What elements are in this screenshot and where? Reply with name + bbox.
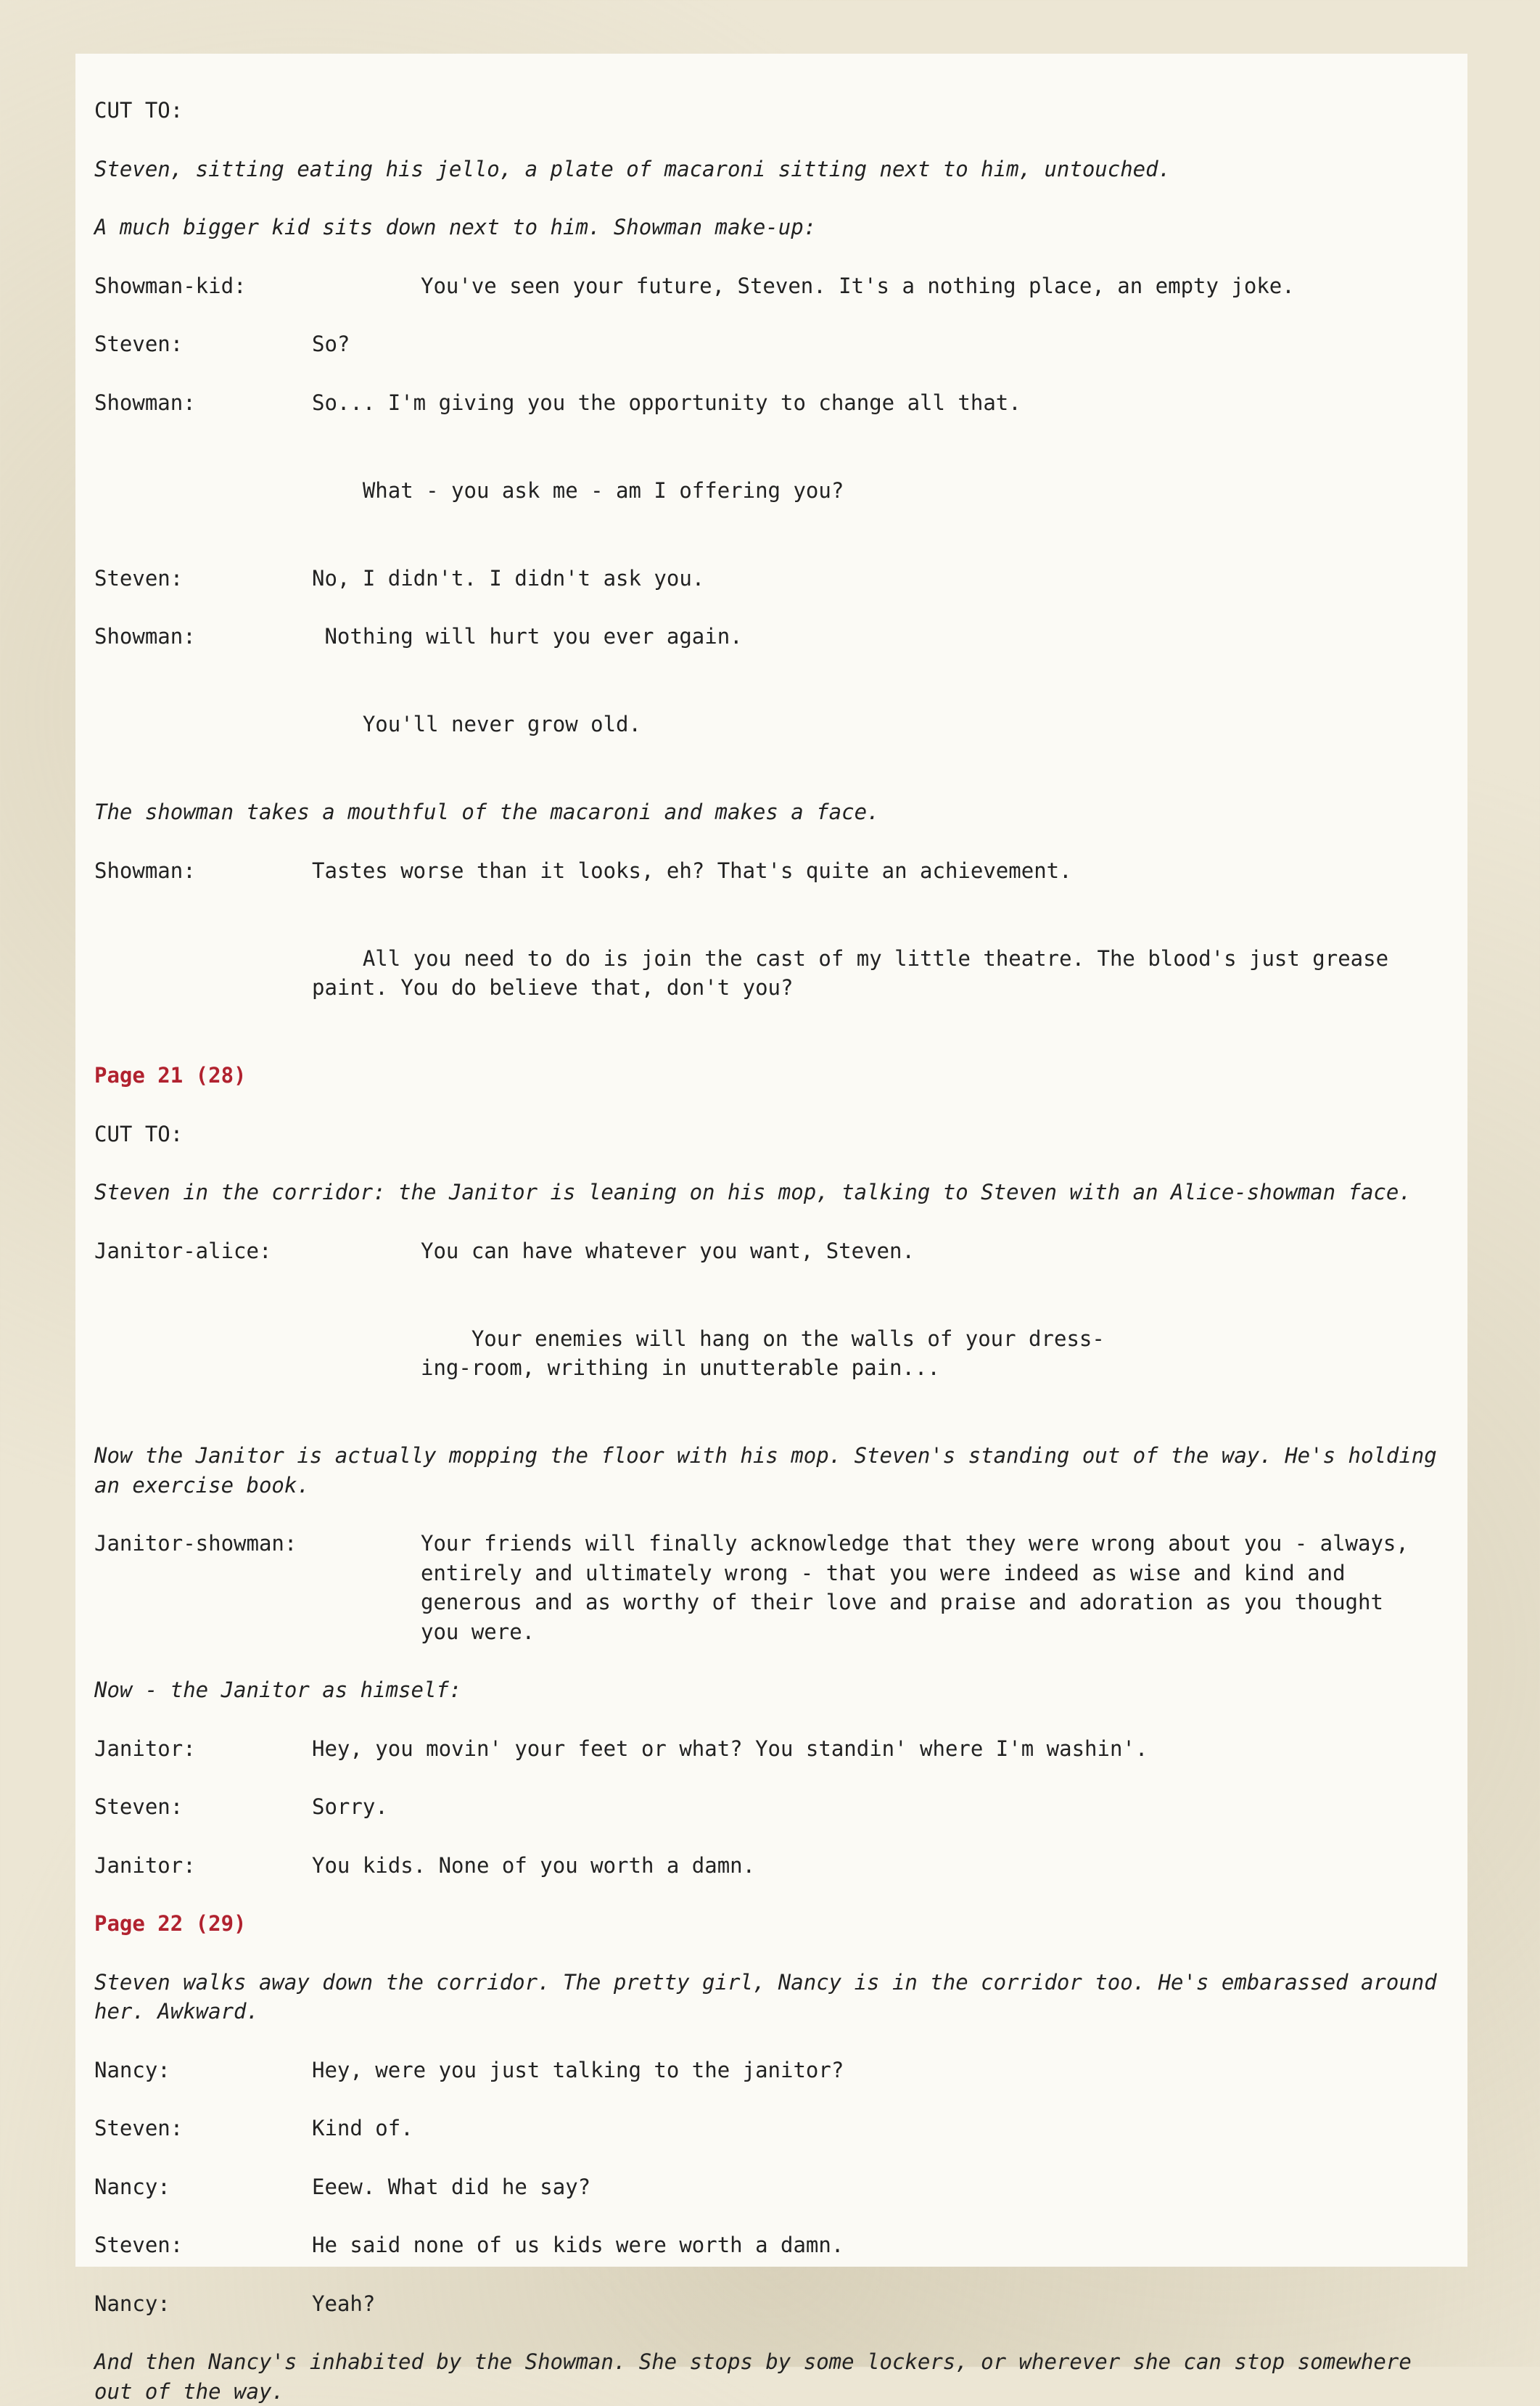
stage-direction: Steven walks away down the corridor. The pretty girl, Nancy is in the corridor too. He's embarassed around her. Awkward. [94, 1969, 1450, 2024]
dialogue-row [94, 2230, 1467, 2260]
stage-direction: Steven, sitting eating his jello, a plate of macaroni sitting next to him, untouched. [94, 156, 1172, 181]
speaker-name: Steven: [94, 332, 184, 356]
dialogue-line: You've seen your future, Steven. It's a nothing place, an empty joke. [421, 273, 1295, 298]
dialogue-row [94, 1792, 1467, 1822]
dialogue-line: You'll never grow old. [362, 712, 641, 736]
dialogue-row [94, 2114, 1467, 2143]
speaker-name: Janitor-alice: [94, 1238, 272, 1263]
dialogue-line: All you need to do is join the cast of my little theatre. The blood's just grease paint. You do believe that, don't you? [312, 945, 1401, 1000]
dialogue-row [94, 1734, 1467, 1764]
dialogue-row [94, 856, 1467, 886]
dialogue-line: He said none of us kids were worth a damn. [312, 2233, 844, 2257]
speaker-name: Nancy: [94, 2057, 170, 2082]
dialogue-line: Tastes worse than it looks, eh? That's quite an achievement. [312, 858, 1072, 883]
dialogue-row [94, 564, 1467, 594]
speaker-name: Janitor: [94, 1852, 196, 1878]
dialogue-line: Kind of. [312, 2116, 413, 2140]
stage-direction: The showman takes a mouthful of the macaroni and makes a face. [94, 800, 880, 824]
speaker-name: Showman-kid: [94, 273, 247, 298]
stage-direction: Now the Janitor is actually mopping the floor with his mop. Steven's standing out of the way. He's holding an exercise book. [94, 1443, 1450, 1498]
dialogue-row [94, 2056, 1467, 2085]
script-page [75, 54, 1467, 2404]
speaker-name: Showman: [94, 624, 196, 649]
dialogue-line: Your friends will finally acknowledge that they were wrong about you - always, entirely and ultimately wrong - that you were indeed as wise and kind and generous and as worthy of their love and praise and adoration as you thought you were. [421, 1531, 1422, 1644]
dialogue-line: Nothing will hurt you ever again. [312, 624, 743, 649]
dialogue-line: No, I didn't. I didn't ask you. [312, 565, 705, 591]
transition-cut-to: CUT TO: [94, 1121, 184, 1146]
dialogue-line: Your enemies will hang on the walls of your dress- ing-room, writhing in unutterable pain... [421, 1326, 1105, 1380]
dialogue-row [94, 1529, 1467, 1646]
stage-direction: Now - the Janitor as himself: [94, 1678, 462, 1702]
dialogue-row [94, 1851, 1467, 1881]
stage-direction: And then Nancy's inhabited by the Showman. She stops by some lockers, or wherever she can stop somewhere out of the way. [94, 2349, 1425, 2404]
speaker-name: Steven: [94, 565, 184, 591]
stage-direction: A much bigger kid sits down next to him. Showman make-up: [94, 215, 817, 239]
speaker-name: Showman: [94, 390, 196, 415]
speaker-name: Nancy: [94, 2291, 170, 2316]
dialogue-line: Hey, were you just talking to the janitor? [312, 2057, 844, 2082]
dialogue-line: You kids. None of you worth a damn. [312, 1852, 756, 1878]
dialogue-row [94, 2172, 1467, 2202]
dialogue-row [94, 271, 1467, 301]
page-header: Page 21 (28) [94, 1063, 247, 1088]
stage-direction: Steven in the corridor: the Janitor is leaning on his mop, talking to Steven with an Alice-showman face. [94, 1180, 1412, 1204]
dialogue-row [94, 1236, 1467, 1266]
dialogue-continuation [94, 1294, 1467, 1412]
dialogue-line: You can have whatever you want, Steven. [421, 1238, 915, 1263]
dialogue-line: What - you ask me - am I offering you? [362, 477, 844, 503]
transition-cut-to: CUT TO: [94, 98, 184, 123]
dialogue-continuation [94, 681, 1467, 769]
dialogue-line: So... I'm giving you the opportunity to change all that. [312, 390, 1021, 415]
speaker-name: Steven: [94, 1794, 184, 1819]
dialogue-continuation [94, 446, 1467, 535]
speaker-name: Showman: [94, 858, 196, 883]
dialogue-line: Yeah? [312, 2291, 376, 2316]
speaker-name: Janitor-showman: [94, 1531, 297, 1556]
speaker-name: Nancy: [94, 2174, 170, 2199]
dialogue-line: Sorry. [312, 1794, 388, 1819]
dialogue-row [94, 622, 1467, 652]
page-header: Page 22 (29) [94, 1911, 247, 1936]
dialogue-continuation [94, 914, 1467, 1032]
speaker-name: Steven: [94, 2116, 184, 2140]
dialogue-row [94, 388, 1467, 418]
dialogue-line: Eeew. What did he say? [312, 2174, 591, 2199]
dialogue-line: Hey, you movin' your feet or what? You standin' where I'm washin'. [312, 1736, 1148, 1761]
speaker-name: Janitor: [94, 1736, 196, 1761]
speaker-name: Steven: [94, 2233, 184, 2257]
dialogue-line: So? [312, 332, 350, 356]
dialogue-row [94, 2289, 1467, 2319]
dialogue-row [94, 329, 1467, 359]
